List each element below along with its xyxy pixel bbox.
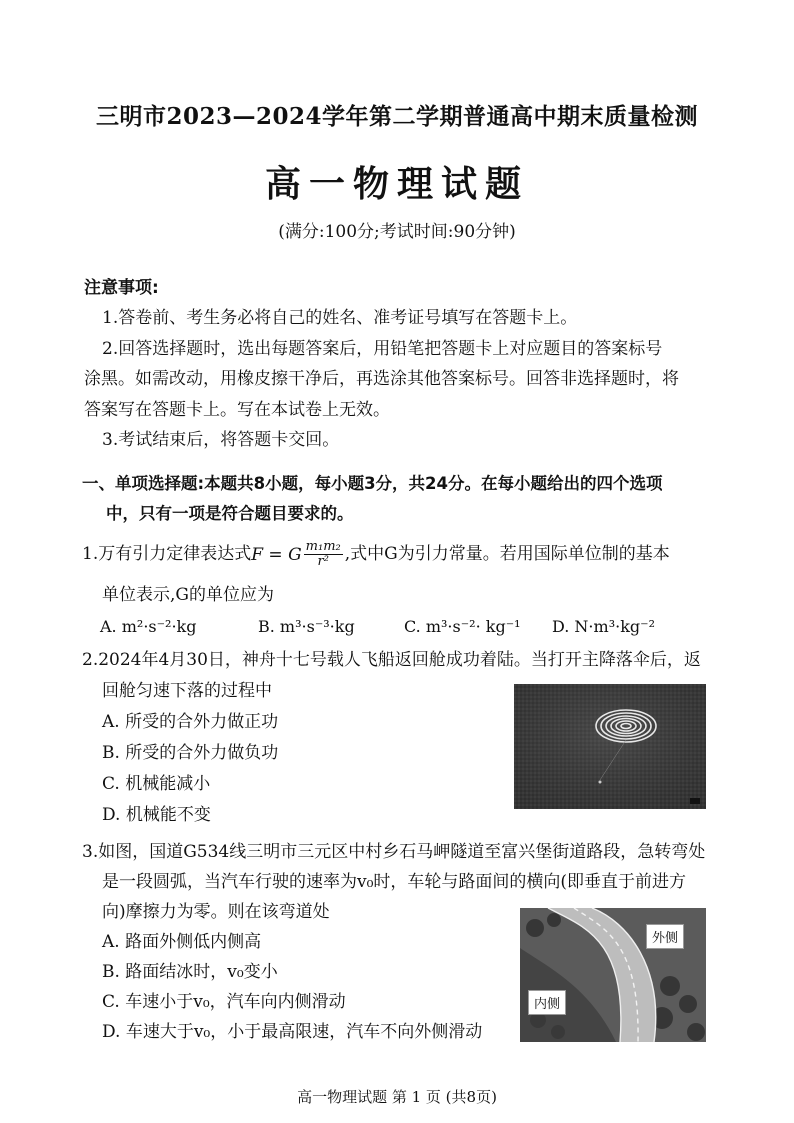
q1-option-a: A. m²·s⁻²·kg	[100, 617, 197, 636]
parachute-photo	[514, 684, 706, 809]
notice-item-2-cont: 涂黑。如需改动，用橡皮擦干净后，再选涂其他答案标号。回答非选择题时，将	[84, 369, 679, 389]
q2-option-b: B. 所受的合外力做负功	[102, 743, 279, 763]
section1-heading-cont: 中，只有一项是符合题目要求的。	[106, 504, 354, 523]
exam-title: 三明市2023—2024学年第二学期普通高中期末质量检测	[95, 103, 699, 130]
page-footer: 高一物理试题 第 1 页 (共8页)	[297, 1088, 497, 1106]
q1-line2: 单位表示,G的单位应为	[102, 585, 274, 605]
q2-line2: 回舱匀速下落的过程中	[102, 681, 272, 701]
q1-prefix: 1.万有引力定律表达式	[82, 544, 252, 564]
q2-option-d: D. 机械能不变	[102, 805, 211, 825]
q2-option-c: C. 机械能减小	[102, 774, 211, 794]
q3-option-b: B. 路面结冰时，v₀变小	[102, 962, 278, 982]
label-outer-side: 外侧	[646, 924, 684, 949]
notice-item-2: 2.回答选择题时，选出每题答案后，用铅笔把答题卡上对应题目的答案标号	[102, 339, 663, 359]
q1-fraction	[304, 540, 343, 570]
q1-numerator: m₁m₂	[305, 538, 341, 554]
section1-heading: 一、单项选择题:本题共8小题，每小题3分，共24分。在每小题给出的四个选项	[82, 474, 663, 493]
q1-denominator: r²	[317, 554, 329, 569]
q3-line2: 是一段圆弧，当汽车行驶的速率为v₀时，车轮与路面间的横向(即垂直于前进方	[102, 872, 687, 892]
q2-line1: 2.2024年4月30日，神舟十七号载人飞船返回舱成功着陆。当打开主降落伞后，返	[82, 650, 701, 670]
subject-title: 高一物理试题	[264, 163, 529, 205]
exam-info: (满分:100分;考试时间:90分钟)	[278, 222, 516, 242]
q3-line1: 3.如图，国道G534线三明市三元区中村乡石马岬隧道至富兴堡街道路段，急转弯处	[82, 842, 706, 862]
notice-item-1: 1.答卷前、考生务必将自己的姓名、准考证号填写在答题卡上。	[102, 308, 578, 328]
q1-option-d: D. N·m³·kg⁻²	[552, 617, 655, 636]
label-inner-side: 内侧	[528, 990, 566, 1015]
parachute-image	[514, 684, 706, 809]
road-curve-photo	[520, 908, 706, 1042]
q2-option-a: A. 所受的合外力做正功	[102, 712, 279, 732]
notice-title: 注意事项:	[84, 278, 159, 298]
question-1	[82, 538, 670, 571]
q1-formula-lhs: F = G	[251, 544, 302, 565]
q1-suffix: ,式中G为引力常量。若用国际单位制的基本	[344, 544, 670, 564]
q1-option-c: C. m³·s⁻²· kg⁻¹	[404, 617, 521, 636]
notice-item-2-cont2: 答案写在答题卡上。写在本试卷上无效。	[84, 400, 390, 420]
q3-option-d: D. 车速大于v₀，小于最高限速，汽车不向外侧滑动	[102, 1022, 483, 1042]
q3-option-c: C. 车速小于v₀，汽车向内侧滑动	[102, 992, 346, 1012]
q3-line3: 向)摩擦力为零。则在该弯道处	[102, 902, 330, 922]
q1-option-b: B. m³·s⁻³·kg	[258, 617, 355, 636]
notice-item-3: 3.考试结束后，将答题卡交回。	[102, 430, 340, 450]
q3-option-a: A. 路面外侧低内侧高	[102, 932, 262, 952]
